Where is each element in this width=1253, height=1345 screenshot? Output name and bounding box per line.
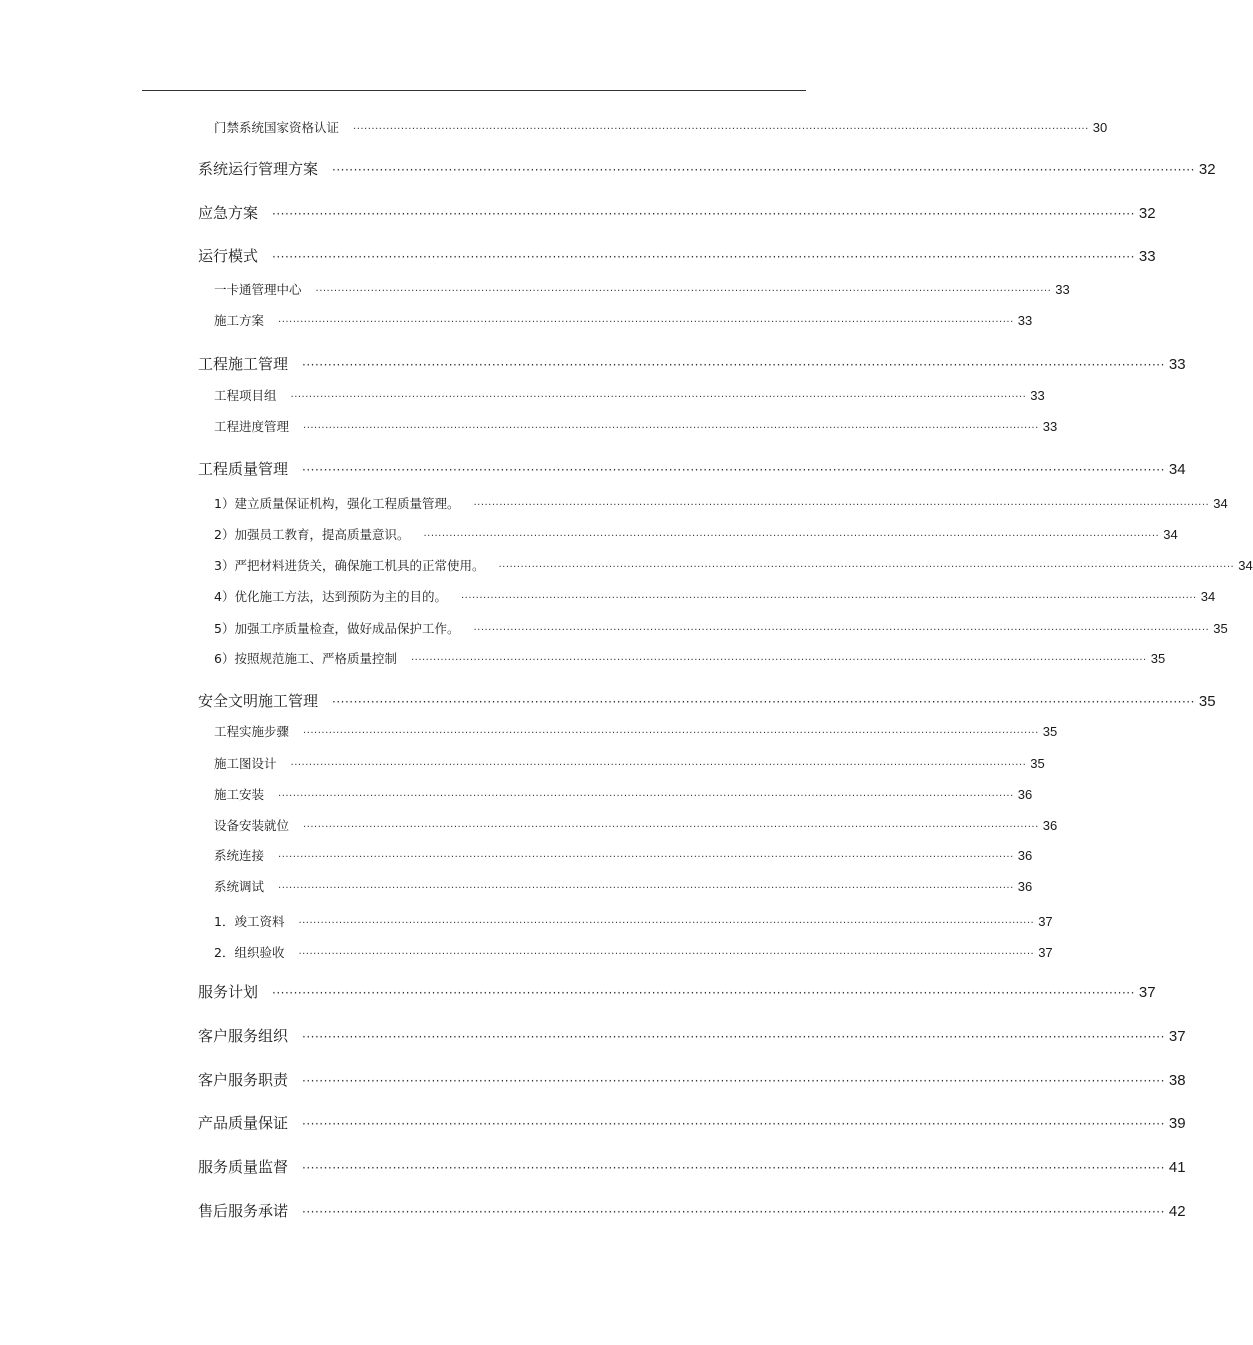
toc-entry-title: 5）加强工序质量检查，做好成品保护工作。 — [214, 621, 460, 636]
toc-entry[interactable] — [214, 943, 1053, 961]
toc-entry-page: 37 — [1038, 945, 1053, 960]
toc-leader-dots: ········································································································································································································ — [315, 286, 1052, 297]
toc-entry[interactable] — [214, 912, 1053, 930]
toc-leader-dots: ········································································································································································································ — [302, 1161, 1165, 1175]
toc-leader-dots: ········································································································································································································ — [290, 760, 1027, 771]
toc-leader-dots: ········································································································································································································ — [278, 317, 1014, 328]
toc-leader-dots: ········································································································································································································ — [460, 593, 1197, 604]
toc-entry-page: 33 — [1042, 419, 1058, 434]
toc-leader-dots: ········································································································································································································ — [302, 1117, 1165, 1131]
toc-leader-dots: ········································································································································································································ — [298, 949, 1035, 960]
toc-entry-title: 4）优化施工方法，达到预防为主的目的。 — [214, 589, 447, 604]
toc-leader-dots: ········································································································································································································ — [298, 918, 1035, 929]
toc-entry-title: 服务质量监督 — [198, 1158, 289, 1176]
toc-entry[interactable] — [198, 245, 1156, 266]
toc-entry[interactable] — [214, 494, 1228, 512]
toc-leader-dots: ········································································································································································································ — [410, 655, 1147, 666]
toc-entry[interactable] — [214, 280, 1070, 298]
toc-entry-title: 工程施工管理 — [198, 355, 289, 373]
toc-entry-page: 35 — [1198, 693, 1216, 710]
toc-entry-page: 36 — [1017, 879, 1033, 894]
toc-entry-page: 41 — [1168, 1159, 1186, 1176]
toc-entry-title: 设备安装就位 — [214, 818, 290, 833]
toc-entry-title: 1）建立质量保证机构，强化工程质量管理。 — [214, 496, 460, 511]
toc-entry[interactable] — [214, 846, 1033, 864]
toc-leader-dots: ········································································································································································································ — [302, 358, 1165, 372]
toc-entry-title: 系统调试 — [214, 879, 265, 894]
toc-entry-page: 36 — [1017, 787, 1033, 802]
toc-entry[interactable] — [198, 981, 1156, 1002]
toc-entry-page: 42 — [1168, 1203, 1186, 1220]
toc-entry-page: 37 — [1138, 984, 1156, 1001]
toc-entry-title: 2．组织验收 — [214, 945, 285, 960]
toc-entry-page: 37 — [1038, 914, 1053, 929]
toc-entry-title: 服务计划 — [198, 983, 259, 1001]
toc-entry-title: 运行模式 — [198, 247, 259, 265]
toc-leader-dots: ········································································································································································································ — [473, 500, 1210, 511]
toc-entry-title: 一卡通管理中心 — [214, 282, 302, 297]
toc-entry-title: 应急方案 — [198, 204, 259, 222]
toc-entry-page: 35 — [1030, 756, 1045, 771]
toc-entry[interactable] — [214, 877, 1033, 895]
toc-entry-title: 客户服务职责 — [198, 1071, 289, 1089]
toc-entry[interactable] — [214, 417, 1058, 435]
toc-entry-page: 32 — [1198, 161, 1216, 178]
toc-entry[interactable] — [198, 1112, 1186, 1133]
toc-entry-title: 系统运行管理方案 — [198, 160, 319, 178]
toc-leader-dots: ········································································································································································································ — [302, 1030, 1165, 1044]
toc-leader-dots: ········································································································································································································ — [473, 625, 1210, 636]
toc-leader-dots: ········································································································································································································ — [278, 883, 1014, 894]
toc-entry-title: 客户服务组织 — [198, 1027, 289, 1045]
toc-entry-page: 34 — [1238, 558, 1253, 573]
toc-leader-dots: ········································································································································································································ — [303, 423, 1039, 434]
toc-entry-page: 38 — [1168, 1072, 1186, 1089]
toc-entry[interactable] — [214, 816, 1058, 834]
toc-entry-title: 3）严把材料进货关，确保施工机具的正常使用。 — [214, 558, 485, 573]
toc-entry-page: 34 — [1168, 461, 1186, 478]
toc-entry-page: 35 — [1213, 621, 1228, 636]
toc-entry[interactable] — [214, 785, 1033, 803]
toc-leader-dots: ········································································································································································································ — [332, 695, 1195, 709]
toc-entry-page: 30 — [1092, 120, 1108, 135]
toc-entry[interactable] — [198, 690, 1216, 711]
toc-entry-page: 35 — [1150, 651, 1166, 666]
toc-entry[interactable] — [214, 722, 1058, 740]
toc-entry[interactable] — [198, 353, 1186, 374]
toc-entry-title: 门禁系统国家资格认证 — [214, 120, 340, 135]
toc-entry[interactable] — [214, 118, 1108, 136]
toc-entry[interactable] — [198, 158, 1216, 179]
toc-entry[interactable] — [214, 587, 1216, 605]
toc-entry[interactable] — [214, 754, 1045, 772]
toc-entry-page: 33 — [1017, 313, 1033, 328]
toc-leader-dots: ········································································································································································································ — [290, 392, 1027, 403]
toc-leader-dots: ········································································································································································································ — [332, 163, 1195, 177]
toc-entry-page: 33 — [1138, 248, 1156, 265]
toc-leader-dots: ········································································································································································································ — [302, 1205, 1165, 1219]
toc-entry-page: 39 — [1168, 1115, 1186, 1132]
toc-entry-title: 6）按照规范施工、严格质量控制 — [214, 651, 397, 666]
toc-entry[interactable] — [198, 1069, 1186, 1090]
toc-entry-title: 工程进度管理 — [214, 419, 290, 434]
toc-leader-dots: ········································································································································································································ — [302, 1074, 1165, 1088]
toc-entry-page: 34 — [1213, 496, 1228, 511]
toc-entry-title: 工程项目组 — [214, 388, 277, 403]
toc-entry[interactable] — [214, 525, 1178, 543]
toc-entry-page: 33 — [1030, 388, 1045, 403]
toc-entry-title: 1．竣工资料 — [214, 914, 285, 929]
toc-entry-title: 工程质量管理 — [198, 460, 289, 478]
toc-leader-dots: ········································································································································································································ — [278, 852, 1014, 863]
toc-entry[interactable] — [198, 202, 1156, 223]
toc-leader-dots: ········································································································································································································ — [272, 207, 1135, 221]
toc-entry-title: 系统连接 — [214, 848, 265, 863]
toc-entry-page: 36 — [1042, 818, 1058, 833]
toc-leader-dots: ········································································································································································································ — [498, 562, 1235, 573]
toc-entry-page: 33 — [1168, 356, 1186, 373]
toc-entry-page: 36 — [1017, 848, 1033, 863]
toc-entry[interactable] — [214, 386, 1045, 404]
toc-entry[interactable] — [214, 311, 1033, 329]
toc-entry-title: 2）加强员工教育，提高质量意识。 — [214, 527, 410, 542]
toc-entry[interactable] — [214, 619, 1228, 637]
toc-entry-page: 34 — [1200, 589, 1216, 604]
toc-entry-title: 工程实施步骤 — [214, 724, 290, 739]
toc-entry[interactable] — [198, 1200, 1186, 1221]
toc-entry[interactable] — [214, 649, 1166, 667]
toc-entry[interactable] — [198, 1025, 1186, 1046]
toc-entry-page: 37 — [1168, 1028, 1186, 1045]
toc-entry-title: 售后服务承诺 — [198, 1202, 289, 1220]
toc-entry-title: 安全文明施工管理 — [198, 692, 319, 710]
toc-leader-dots: ········································································································································································································ — [302, 463, 1165, 477]
toc-entry-title: 施工安装 — [214, 787, 265, 802]
toc-entry[interactable] — [214, 556, 1253, 574]
toc-entry[interactable] — [198, 458, 1186, 479]
toc-leader-dots: ········································································································································································································ — [278, 791, 1014, 802]
toc-entry-page: 32 — [1138, 205, 1156, 222]
toc-leader-dots: ········································································································································································································ — [272, 986, 1135, 1000]
toc-entry-title: 施工图设计 — [214, 756, 277, 771]
toc-entry-title: 施工方案 — [214, 313, 265, 328]
toc-entry[interactable] — [198, 1156, 1186, 1177]
toc-entry-page: 33 — [1055, 282, 1070, 297]
toc-leader-dots: ········································································································································································································ — [303, 822, 1039, 833]
toc-leader-dots: ········································································································································································································ — [353, 124, 1089, 135]
toc-entry-title: 产品质量保证 — [198, 1114, 289, 1132]
toc-leader-dots: ········································································································································································································ — [272, 250, 1135, 264]
toc-entry-page: 34 — [1163, 527, 1178, 542]
toc-entry-page: 35 — [1042, 724, 1058, 739]
toc-leader-dots: ········································································································································································································ — [423, 531, 1160, 542]
toc-leader-dots: ········································································································································································································ — [303, 728, 1039, 739]
